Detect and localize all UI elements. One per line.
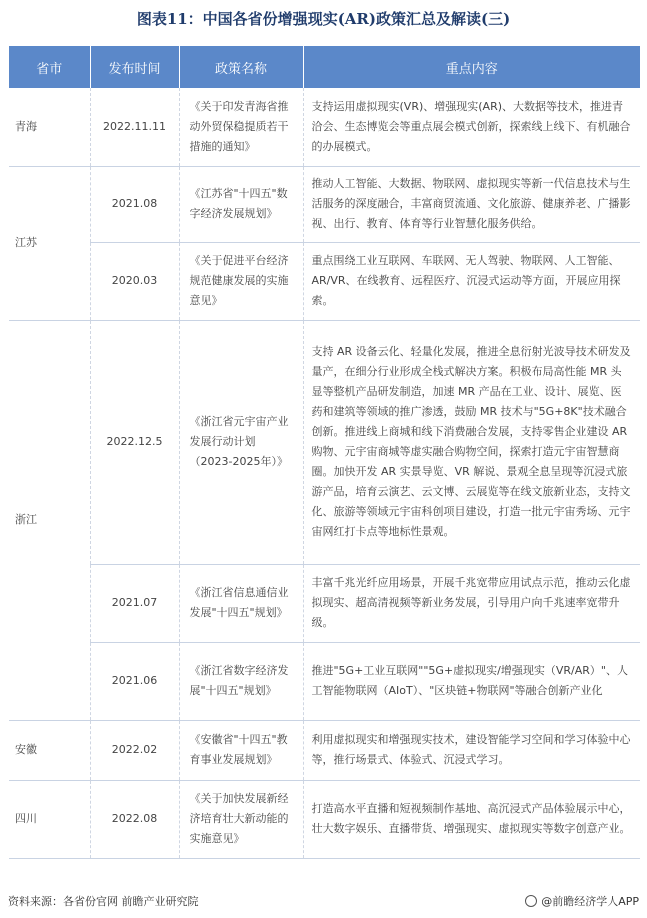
header-policy: 政策名称: [179, 46, 303, 88]
date-cell: 2022.02: [90, 720, 179, 780]
policy-table: [9, 46, 640, 859]
date-cell: 2020.03: [90, 242, 179, 320]
table-header-row: [9, 46, 640, 88]
content-cell: 推动人工智能、大数据、物联网、虚拟现实等新一代信息技术与生活服务的深度融合，丰富商贸流通、文化旅游、健康养老、广播影视、出行、教育、体育等行业智慧化服务供给。: [303, 166, 640, 242]
content-cell: 打造高水平直播和短视频制作基地、高沉浸式产品体验展示中心，壮大数字娱乐、直播带货、增强现实、虚拟现实等数字创意产业。: [303, 780, 640, 858]
policy-cell: 《浙江省信息通信业发展"十四五"规划》: [179, 564, 303, 642]
content-cell: 支持运用虚拟现实(VR)、增强现实(AR)、大数据等技术，推进青洽会、生态博览会等重点展会模式创新，探索线上线下、有机融合的办展模式。: [303, 88, 640, 166]
table-row: [9, 564, 640, 642]
brand-label: @前瞻经济学人APP: [541, 895, 639, 908]
content-cell: 丰富千兆光纤应用场景，开展千兆宽带应用试点示范，推动云化虚拟现实、超高清视频等新业务发展，引导用户向千兆速率宽带升级。: [303, 564, 640, 642]
table-row: [9, 242, 640, 320]
policy-cell: 《江苏省"十四五"数字经济发展规划》: [179, 166, 303, 242]
content-cell: 利用虚拟现实和增强现实技术，建设智能学习空间和学习体验中心等，推行场景式、体验式、沉浸式学习。: [303, 720, 640, 780]
table-row: [9, 720, 640, 780]
header-date: 发布时间: [90, 46, 179, 88]
content-cell: 重点围绕工业互联网、车联网、无人驾驶、物联网、人工智能、AR/VR、在线教育、远程医疗、沉浸式运动等方面，开展应用探索。: [303, 242, 640, 320]
page-title: 图表11：中国各省份增强现实(AR)政策汇总及解读(三): [136, 10, 511, 28]
table-row: [9, 88, 640, 166]
content-cell: 推进"5G+工业互联网""5G+虚拟现实/增强现实（VR/AR）"、人工智能物联网（AIoT）、"区块链+物联网"等融合创新产业化: [303, 642, 640, 720]
policy-cell: 《关于加快发展新经济培育壮大新动能的实施意见》: [179, 780, 303, 858]
policy-cell: 《浙江省元宇宙产业发展行动计划（2023-2025年）》: [179, 320, 303, 564]
date-cell: 2022.08: [90, 780, 179, 858]
date-cell: 2021.08: [90, 166, 179, 242]
content-cell: 支持 AR 设备云化、轻量化发展，推进全息衍射光波导技术研发及量产，在细分行业形成全栈式解决方案。积极布局高性能 MR 头显等整机产品研发制造，加速 MR 产品在工业、设计、展览、医药和建筑等领域的推广渗透，鼓励 MR 技术与"5G+8K"技术融合创新。推进线上商城和线下消费融合发展，支持零售企业建设 AR 购物、元宇宙商城等虚实融合购物空间，探索打造元宇宙智慧商圈。加快开发 AR 实景导览、VR 解说、景观全息呈现等沉浸式旅游产品，培育云演艺、云文博、云展览等在线文旅新业态，支持文化、旅游等领域元宇宙科创项目建设，打造一批元宇宙秀场、元宇宙网红打卡点等地标性景观。: [303, 320, 640, 564]
province-cell: 浙江: [9, 320, 90, 720]
table-row: [9, 320, 640, 564]
date-cell: 2021.07: [90, 564, 179, 642]
date-cell: 2021.06: [90, 642, 179, 720]
table-row: [9, 642, 640, 720]
policy-cell: 《关于印发青海省推动外贸保稳提质若干措施的通知》: [179, 88, 303, 166]
province-cell: 江苏: [9, 166, 90, 320]
header-content: 重点内容: [303, 46, 640, 88]
brand-logo-icon: [525, 895, 537, 907]
table-row: [9, 166, 640, 242]
province-cell: 青海: [9, 88, 90, 166]
brand: [525, 893, 639, 909]
province-cell: 四川: [9, 780, 90, 858]
policy-cell: 《关于促进平台经济规范健康发展的实施意见》: [179, 242, 303, 320]
date-cell: 2022.12.5: [90, 320, 179, 564]
table-row: [9, 780, 640, 858]
date-cell: 2022.11.11: [90, 88, 179, 166]
policy-cell: 《浙江省数字经济发展"十四五"规划》: [179, 642, 303, 720]
province-cell: 安徽: [9, 720, 90, 780]
header-province: 省市: [9, 46, 90, 88]
source-note: 资料来源：各省份官网 前瞻产业研究院: [8, 895, 199, 908]
policy-cell: 《安徽省"十四五"教育事业发展规划》: [179, 720, 303, 780]
